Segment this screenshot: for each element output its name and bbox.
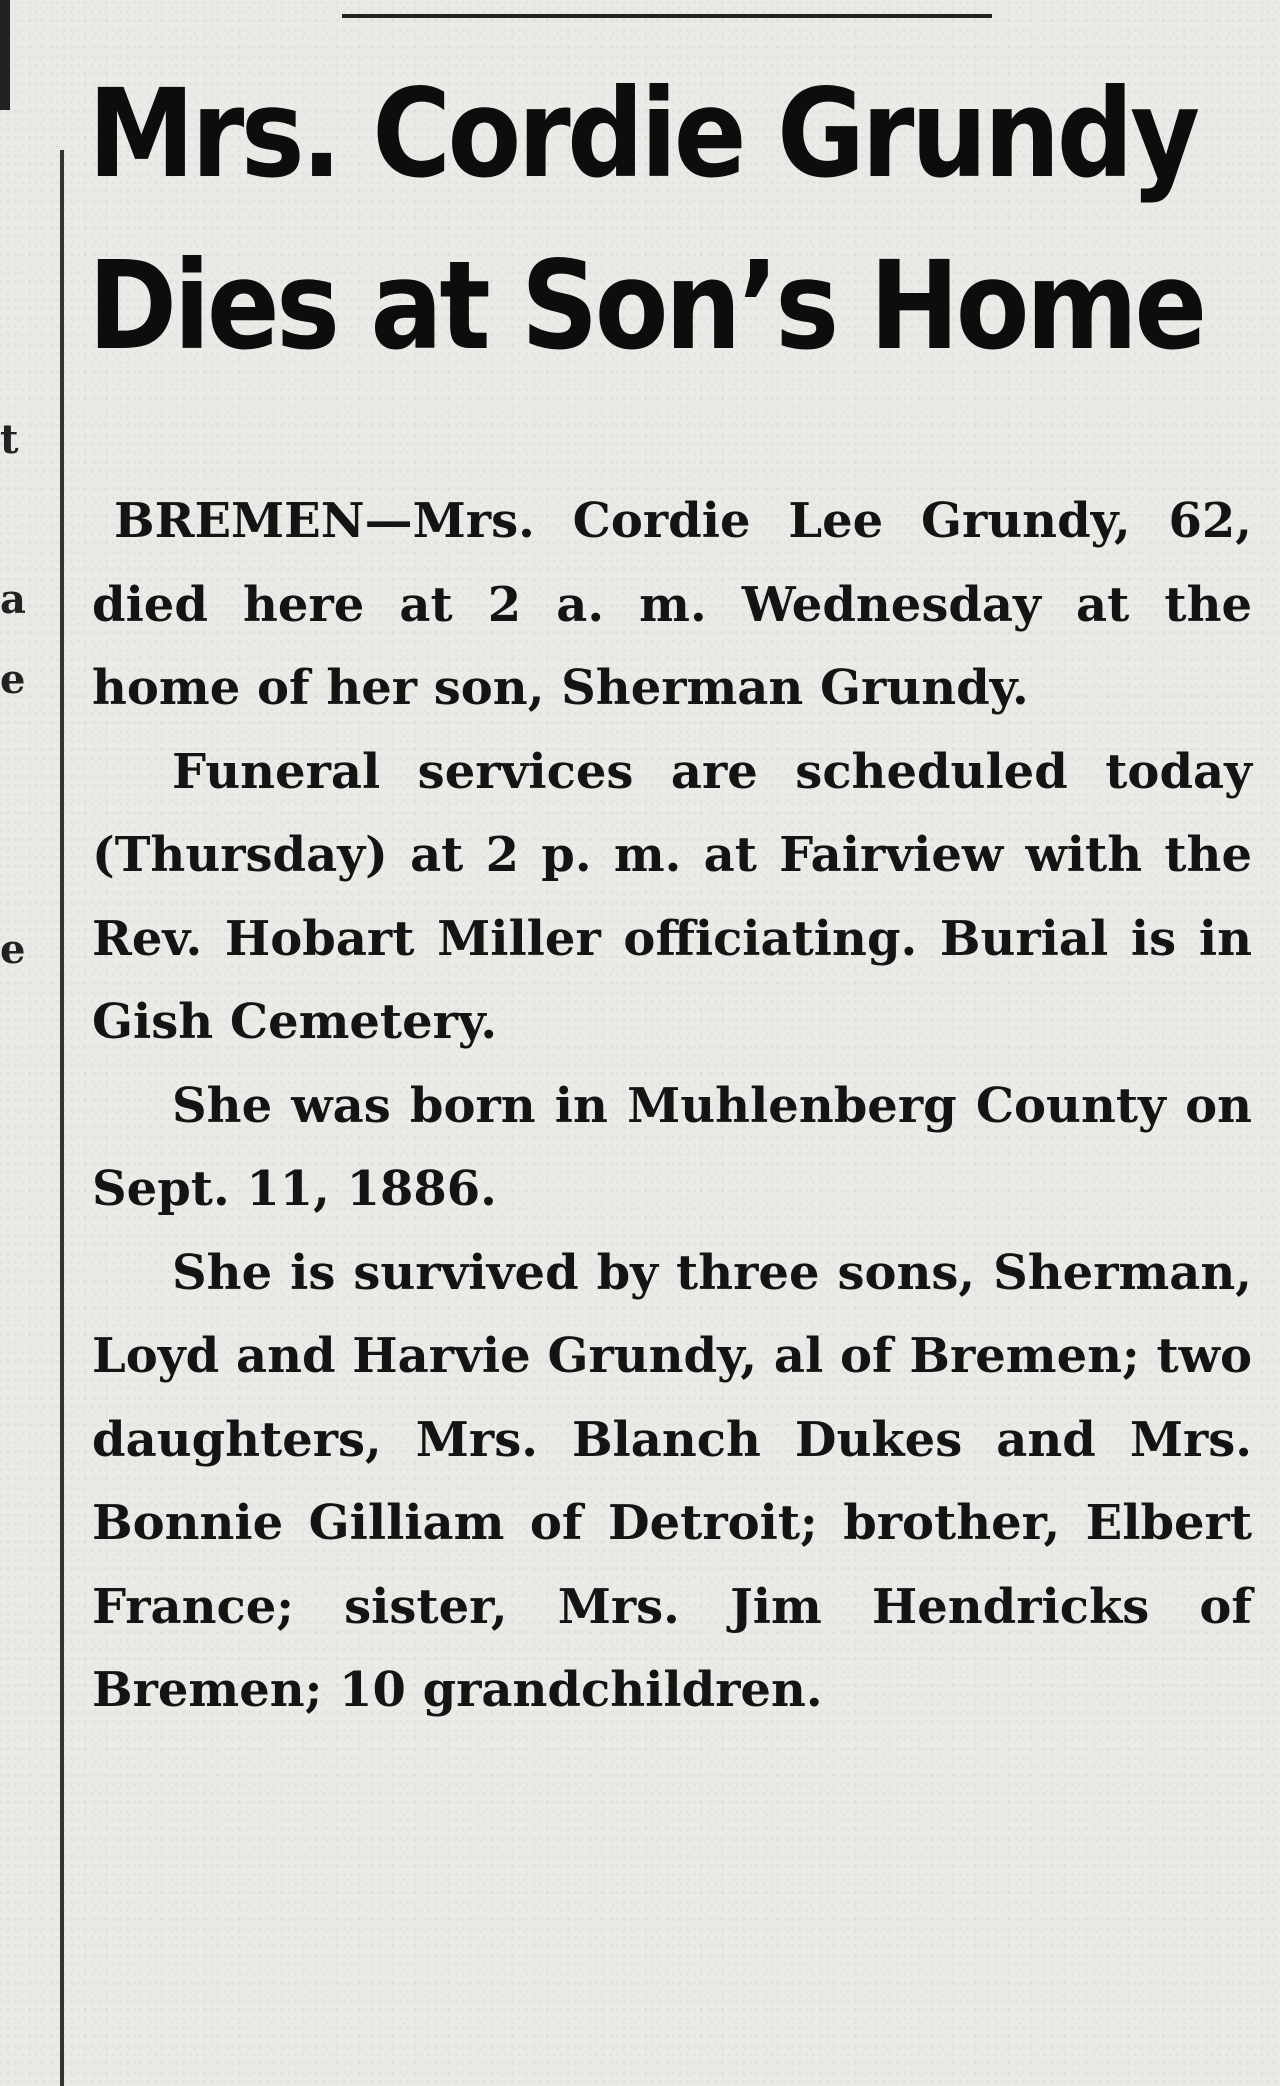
paragraph-funeral: Funeral services are scheduled today (Thursday) at 2 p. m. at Fairview with the Rev. Hobart Miller officiating. Burial is in Gish Cemetery. (92, 743, 1252, 1050)
adjacent-column-edge (0, 0, 26, 2086)
edge-fragment: e (0, 926, 26, 973)
column-rule (60, 150, 64, 2086)
headline-line-1: Mrs. Cordie Grundy (88, 63, 1197, 205)
edge-fragment: t (0, 416, 19, 463)
article-body (92, 480, 1252, 1733)
paragraph-birth: She was born in Muhlenberg County on Sept. 11, 1886. (92, 1077, 1252, 1217)
headline-line-2: Dies at Son’s Home (88, 235, 1204, 377)
top-rule (342, 14, 992, 18)
paragraph-dateline: BREMEN—Mrs. Cordie Lee Grundy, 62, died here at 2 a. m. Wednesday at the home of her son, Sherman Grundy. (92, 493, 1252, 716)
edge-fragment: a (0, 576, 26, 623)
edge-mark (0, 0, 10, 110)
edge-fragment: e (0, 656, 26, 703)
headline (88, 48, 1204, 392)
paragraph-survivors: She is survived by three sons, Sherman, Loyd and Harvie Grundy, al of Bremen; two daughters, Mrs. Blanch Dukes and Mrs. Bonnie Gilliam of Detroit; brother, Elbert France; sister, Mrs. Jim Hendricks of Bremen; 10 grandchildren. (92, 1244, 1252, 1718)
